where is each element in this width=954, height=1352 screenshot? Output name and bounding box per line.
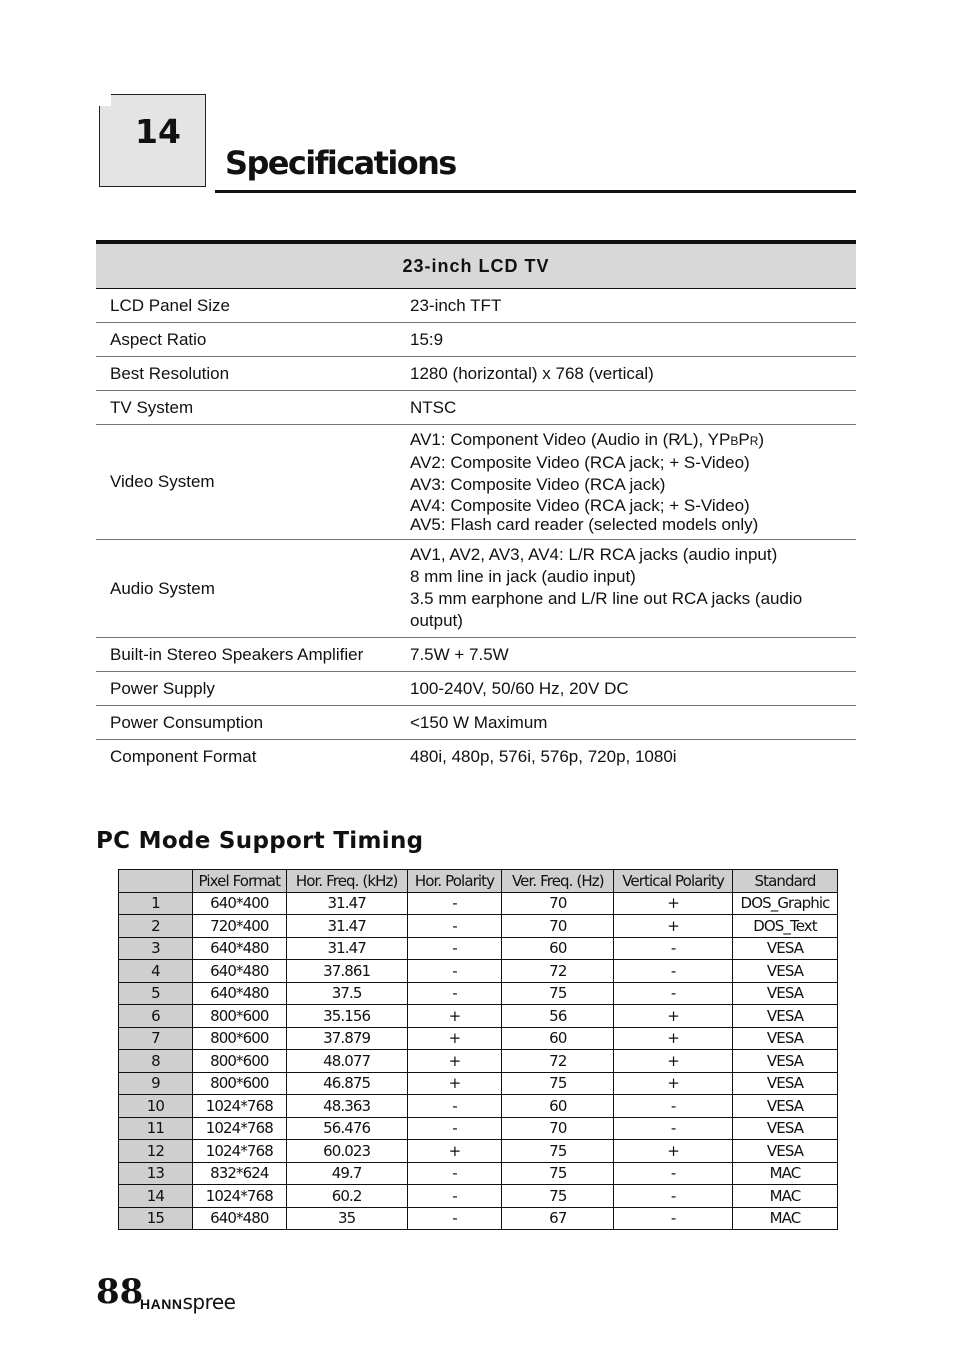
table-row (119, 937, 838, 960)
table-cell: 37.5 (286, 982, 407, 1005)
table-cell: 640*480 (192, 982, 286, 1005)
table-cell: VESA (733, 1140, 838, 1163)
row-index: 14 (119, 1185, 193, 1208)
table-cell: 60 (502, 1095, 614, 1118)
spec-label: Audio System (96, 540, 396, 638)
row-index: 2 (119, 915, 193, 938)
table-cell: + (614, 1140, 733, 1163)
row-index: 15 (119, 1207, 193, 1230)
spec-table (96, 240, 856, 773)
table-row (119, 1207, 838, 1230)
table-cell: 800*600 (192, 1005, 286, 1028)
row-index: 7 (119, 1027, 193, 1050)
table-cell: MAC (733, 1185, 838, 1208)
row-index: 13 (119, 1162, 193, 1185)
table-cell: VESA (733, 960, 838, 983)
timing-header-row (119, 870, 838, 893)
table-cell: VESA (733, 982, 838, 1005)
spec-value-multiline (396, 540, 856, 638)
table-cell: 640*480 (192, 960, 286, 983)
section-title: PC Mode Support Timing (96, 828, 424, 854)
spec-value: 15:9 (396, 323, 856, 357)
table-cell: 60.2 (286, 1185, 407, 1208)
table-cell: 31.47 (286, 937, 407, 960)
row-index: 12 (119, 1140, 193, 1163)
table-row (119, 915, 838, 938)
table-cell: 31.47 (286, 915, 407, 938)
table-cell: 800*600 (192, 1072, 286, 1095)
table-cell: MAC (733, 1162, 838, 1185)
brand-bold: HANN (140, 1296, 183, 1312)
table-cell: - (614, 937, 733, 960)
spec-value-line: 3.5 mm earphone and L/R line out RCA jacks (audio (410, 589, 803, 608)
column-header (119, 870, 193, 893)
table-row (119, 1072, 838, 1095)
column-header: Ver. Freq. (Hz) (502, 870, 614, 893)
table-cell: - (407, 1095, 502, 1118)
table-cell: 640*480 (192, 1207, 286, 1230)
table-cell: + (407, 1072, 502, 1095)
table-cell: VESA (733, 937, 838, 960)
table-cell: 75 (502, 982, 614, 1005)
table-row (96, 357, 856, 391)
spec-value-line: AV4: Composite Video (RCA jack; + S-Video) (410, 496, 750, 515)
table-cell: 60 (502, 1027, 614, 1050)
table-cell: 1024*768 (192, 1095, 286, 1118)
table-cell: + (614, 1072, 733, 1095)
table-cell: + (614, 892, 733, 915)
table-cell: 60.023 (286, 1140, 407, 1163)
table-cell: 75 (502, 1140, 614, 1163)
table-cell: - (614, 1095, 733, 1118)
table-cell: - (614, 1185, 733, 1208)
spec-value: 1280 (horizontal) x 768 (vertical) (396, 357, 856, 391)
row-index: 1 (119, 892, 193, 915)
table-cell: - (407, 1185, 502, 1208)
table-cell: 67 (502, 1207, 614, 1230)
table-row (96, 706, 856, 740)
table-cell: 46.875 (286, 1072, 407, 1095)
spec-label: Video System (96, 425, 396, 540)
table-cell: 49.7 (286, 1162, 407, 1185)
table-row (119, 1005, 838, 1028)
table-row (119, 1095, 838, 1118)
table-row (96, 289, 856, 323)
row-index: 5 (119, 982, 193, 1005)
row-index: 4 (119, 960, 193, 983)
spec-value: <150 W Maximum (396, 706, 856, 740)
table-cell: - (614, 1162, 733, 1185)
brand-light: spree (182, 1290, 236, 1314)
spec-label: TV System (96, 391, 396, 425)
table-cell: - (614, 1207, 733, 1230)
subscript-r: R (749, 434, 759, 448)
table-cell: 48.077 (286, 1050, 407, 1073)
table-row (96, 672, 856, 706)
table-cell: 31.47 (286, 892, 407, 915)
table-cell: VESA (733, 1050, 838, 1073)
table-cell: - (614, 1117, 733, 1140)
table-cell: 75 (502, 1162, 614, 1185)
spec-value: NTSC (396, 391, 856, 425)
page-title: Specifications (225, 144, 456, 182)
table-cell: 800*600 (192, 1027, 286, 1050)
row-index: 8 (119, 1050, 193, 1073)
table-row (119, 1027, 838, 1050)
spec-table-header: 23-inch LCD TV (96, 242, 856, 289)
table-cell: 48.363 (286, 1095, 407, 1118)
table-row (96, 425, 856, 540)
table-cell: 56.476 (286, 1117, 407, 1140)
timing-table (118, 869, 838, 1230)
table-cell: - (614, 960, 733, 983)
table-cell: 35 (286, 1207, 407, 1230)
spec-label: Power Consumption (96, 706, 396, 740)
column-header: Hor. Polarity (407, 870, 502, 893)
table-cell: VESA (733, 1005, 838, 1028)
table-cell: - (407, 982, 502, 1005)
close-paren: ) (758, 430, 765, 449)
table-row (96, 540, 856, 638)
column-header: Pixel Format (192, 870, 286, 893)
column-header: Standard (733, 870, 838, 893)
table-cell: + (407, 1050, 502, 1073)
column-header: Vertical Polarity (614, 870, 733, 893)
table-cell: - (407, 937, 502, 960)
spec-value-line: AV1, AV2, AV3, AV4: L/R RCA jacks (audio input) (410, 545, 778, 564)
table-cell: 1024*768 (192, 1140, 286, 1163)
spec-label: Component Format (110, 746, 257, 766)
spec-value-line: AV2: Composite Video (RCA jack; + S-Video) (410, 453, 750, 472)
table-cell: 70 (502, 892, 614, 915)
spec-value-text: AV1: Component Video (Audio in (R⁄L), YP (410, 430, 731, 449)
row-index: 6 (119, 1005, 193, 1028)
table-row (96, 740, 856, 774)
table-cell: + (407, 1005, 502, 1028)
table-cell: 1024*768 (192, 1185, 286, 1208)
table-cell: - (407, 892, 502, 915)
table-cell: - (407, 1117, 502, 1140)
table-cell: 60 (502, 937, 614, 960)
spec-value: 23-inch TFT (396, 289, 856, 323)
spec-value-line: AV5: Flash card reader (selected models only) (410, 515, 759, 534)
table-row (119, 960, 838, 983)
chapter-number: 14 (135, 112, 181, 151)
brand-logo (140, 1290, 235, 1315)
spec-value-line (410, 429, 856, 452)
table-cell: - (407, 1207, 502, 1230)
table-cell: + (407, 1140, 502, 1163)
spec-value: 7.5W + 7.5W (396, 638, 856, 672)
table-cell: 37.879 (286, 1027, 407, 1050)
table-row (119, 1185, 838, 1208)
table-cell: 1024*768 (192, 1117, 286, 1140)
table-row (119, 982, 838, 1005)
spec-label: Built-in Stereo Speakers Amplifier (96, 638, 396, 672)
table-cell: - (407, 1162, 502, 1185)
table-cell: VESA (733, 1095, 838, 1118)
table-cell: VESA (733, 1027, 838, 1050)
table-row (119, 1117, 838, 1140)
spec-label: Best Resolution (96, 357, 396, 391)
page-number: 88 (96, 1272, 144, 1312)
table-cell: - (407, 915, 502, 938)
table-cell: 70 (502, 1117, 614, 1140)
spec-value-multiline (396, 425, 856, 540)
table-cell: + (614, 1050, 733, 1073)
title-rule (215, 190, 856, 193)
row-index: 11 (119, 1117, 193, 1140)
spec-value: 100-240V, 50/60 Hz, 20V DC (396, 672, 856, 706)
table-cell: 832*624 (192, 1162, 286, 1185)
table-cell: + (614, 1027, 733, 1050)
table-cell: 75 (502, 1072, 614, 1095)
table-cell: 56 (502, 1005, 614, 1028)
table-row (119, 1140, 838, 1163)
table-cell: 70 (502, 915, 614, 938)
table-cell: + (614, 915, 733, 938)
table-cell: 75 (502, 1185, 614, 1208)
subscript-b: B (730, 434, 739, 448)
table-row (119, 1050, 838, 1073)
table-row (96, 323, 856, 357)
table-cell: 800*600 (192, 1050, 286, 1073)
table-cell: VESA (733, 1117, 838, 1140)
table-cell: 640*400 (192, 892, 286, 915)
table-cell: - (407, 960, 502, 983)
timing-body (119, 892, 838, 1230)
table-cell: 37.861 (286, 960, 407, 983)
table-cell: + (407, 1027, 502, 1050)
table-row (119, 892, 838, 915)
table-row (119, 1162, 838, 1185)
table-cell: 640*480 (192, 937, 286, 960)
spec-value: 480i, 480p, 576i, 576p, 720p, 1080i (410, 746, 677, 766)
table-row (96, 391, 856, 425)
spec-value-line: output) (410, 611, 463, 630)
table-cell: DOS_Text (733, 915, 838, 938)
spec-table-header-row (96, 242, 856, 289)
spec-label: Aspect Ratio (96, 323, 396, 357)
table-row (96, 638, 856, 672)
spec-label: LCD Panel Size (96, 289, 396, 323)
table-cell: 35.156 (286, 1005, 407, 1028)
table-cell: MAC (733, 1207, 838, 1230)
row-index: 9 (119, 1072, 193, 1095)
table-cell: - (614, 982, 733, 1005)
table-cell: VESA (733, 1072, 838, 1095)
letter-p: P (738, 430, 750, 449)
row-index: 10 (119, 1095, 193, 1118)
chapter-box-notch (97, 92, 111, 106)
table-cell: + (614, 1005, 733, 1028)
spec-label: Power Supply (96, 672, 396, 706)
row-index: 3 (119, 937, 193, 960)
table-cell: 720*400 (192, 915, 286, 938)
table-cell: 72 (502, 1050, 614, 1073)
spec-value-line: 8 mm line in jack (audio input) (410, 567, 636, 586)
spec-value-line: AV3: Composite Video (RCA jack) (410, 475, 666, 494)
table-cell: DOS_Graphic (733, 892, 838, 915)
table-cell: 72 (502, 960, 614, 983)
column-header: Hor. Freq. (kHz) (286, 870, 407, 893)
